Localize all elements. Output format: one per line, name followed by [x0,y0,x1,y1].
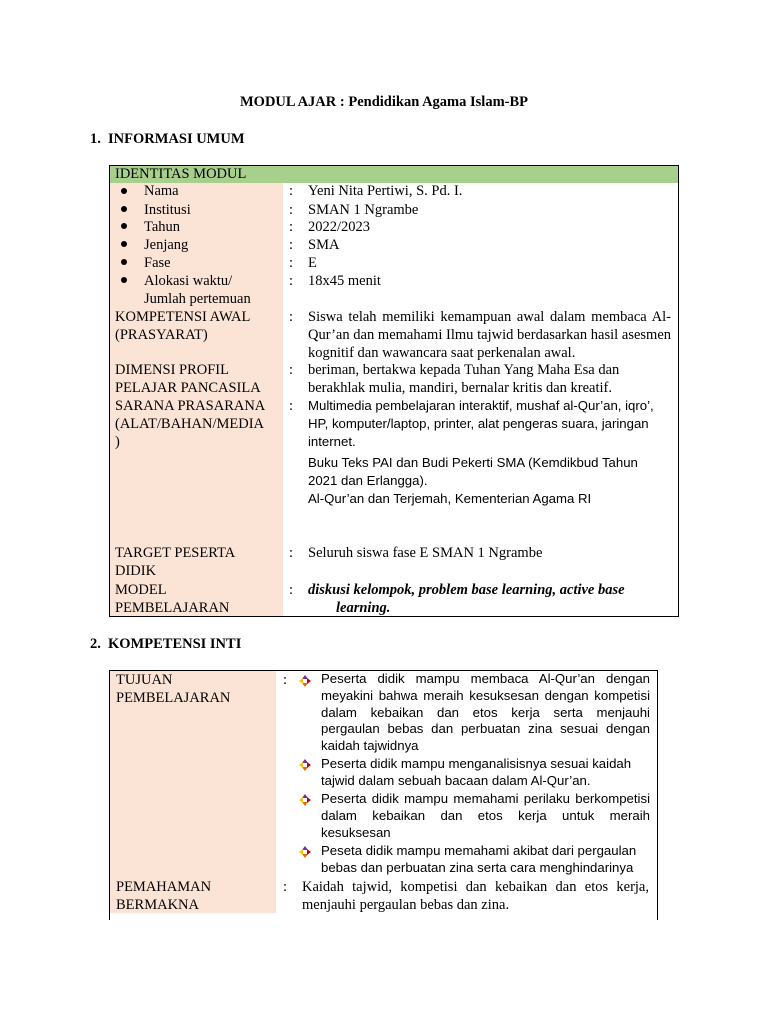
label-didik: DIDIK [115,563,157,579]
label-sarana: SARANA PRASARANA [115,398,266,414]
colon: : [289,309,294,325]
value-fase: E [308,255,317,271]
label-prasyarat: (PRASYARAT) [115,327,208,343]
label-alat-bahan: (ALAT/BAHAN/MEDIA [115,416,265,432]
label-tujuan-pembelajaran: PEMBELAJARAN [116,690,231,706]
bullet-dot-icon [121,223,127,229]
bullet-dot-icon [121,259,127,265]
section-2-heading: KOMPETENSI INTI [108,636,242,652]
label-institusi: Institusi [144,202,191,218]
colon: : [289,398,294,414]
value-target: Seluruh siswa fase E SMAN 1 Ngrambe [308,545,543,561]
value-kompetensi-awal: Siswa telah memiliki kemampuan awal dalam membaca Al-Qur’an dan memahami Ilmu tajwid berdasarkan hasil asesmen kognitif dan wawancara saat perkenalan awal. [308,309,671,361]
section-1-number: 1. [90,131,101,147]
label-alokasi-2: Jumlah pertemuan [144,291,251,307]
sarana-line-1: Multimedia pembelajaran interaktif, mushaf al-Qur’an, iqro’, [308,398,654,413]
four-way-arrow-bullet-icon [299,846,311,858]
colon: : [289,362,294,378]
section-1-heading: INFORMASI UMUM [108,131,245,147]
value-institusi: SMAN 1 Ngrambe [308,202,419,218]
label-target: TARGET PESERTA [115,545,236,561]
colon: : [283,672,288,688]
label-pembelajaran: PEMBELAJARAN [115,600,230,616]
bullet-dot-icon [121,206,127,212]
colon: : [289,273,294,289]
core-label-column [110,671,276,913]
four-way-arrow-bullet-icon [299,759,311,771]
label-fase: Fase [144,255,171,271]
label-kompetensi-awal: KOMPETENSI AWAL [115,309,251,325]
colon: : [289,237,294,253]
colon: : [289,545,294,561]
label-nama: Nama [144,183,179,199]
label-pemahaman: PEMAHAMAN [116,879,212,895]
tujuan-item-3: Peserta didik mampu memahami perilaku berkompetisi dalam kebaikan dan etos kerja untuk meraih kesuksesan [321,791,650,840]
section-2-number: 2. [90,636,101,652]
label-tujuan: TUJUAN [116,672,173,688]
tujuan-item-2: Peserta didik mampu menganalisisnya sesuai kaidah tajwid dalam sebuah bacaan dalam Al-Qur’an. [321,756,632,788]
colon: : [289,219,294,235]
value-nama: Yeni Nita Pertiwi, S. Pd. I. [308,183,463,199]
document-title: MODUL AJAR : Pendidikan Agama Islam-BP [239,94,529,110]
value-alokasi: 18x45 menit [308,273,381,289]
tujuan-item-1: Peserta didik mampu membaca Al-Qur’an dengan meyakini bahwa meraih kesuksesan dengan kompetisi dalam kebaikan dan etos kerja serta menjauhi pergaulan bebas dan perbuatan zina sesuai dengan kaidah tajwidnya [321,671,650,754]
value-jenjang: SMA [308,237,340,253]
label-pelajar-pancasila: PELAJAR PANCASILA [115,380,261,396]
label-tahun: Tahun [144,219,181,235]
sarana-line-2: HP, komputer/laptop, printer, alat pengeras suara, jaringan [308,416,649,431]
bullet-dot-icon [121,241,127,247]
four-way-arrow-bullet-icon [299,794,311,806]
colon: : [289,183,294,199]
tujuan-item-4: Peseta didik mampu memahami akibat dari pergaulan bebas dan perbuatan zina serta cara menghindarinya [321,843,637,875]
bullet-dot-icon [121,277,127,283]
colon: : [289,582,294,598]
colon: : [283,879,288,895]
colon: : [289,255,294,271]
value-tahun: 2022/2023 [308,219,371,235]
bullet-dot-icon [121,188,127,194]
sarana-line-3: internet. [308,434,356,449]
sarana-line-6: Al-Qur’an dan Terjemah, Kementerian Agama RI [308,491,592,506]
label-alokasi: Alokasi waktu/ [144,273,233,289]
label-paren: ) [115,434,120,450]
colon: : [289,202,294,218]
label-jenjang: Jenjang [144,237,189,253]
sarana-line-4: Buku Teks PAI dan Budi Pekerti SMA (Kemdikbud Tahun [308,455,638,470]
label-dimensi-profil: DIMENSI PROFIL [115,362,229,378]
value-pemahaman: Kaidah tajwid, kompetisi dan kebaikan dan etos kerja, menjauhi pergaulan bebas dan zina. [302,879,649,913]
value-dimensi-profil: beriman, bertakwa kepada Tuhan Yang Maha Esa dan berakhlak mulia, mandiri, bernalar kritis dan kreatif. [308,362,620,396]
four-way-arrow-bullet-icon [299,675,311,687]
label-model: MODEL [115,582,167,598]
identity-header: IDENTITAS MODUL [115,166,247,182]
sarana-line-5: 2021 dan Erlangga). [308,473,428,488]
value-model: diskusi kelompok, problem base learning, active base learning. [308,582,625,616]
label-bermakna: BERMAKNA [116,897,199,913]
